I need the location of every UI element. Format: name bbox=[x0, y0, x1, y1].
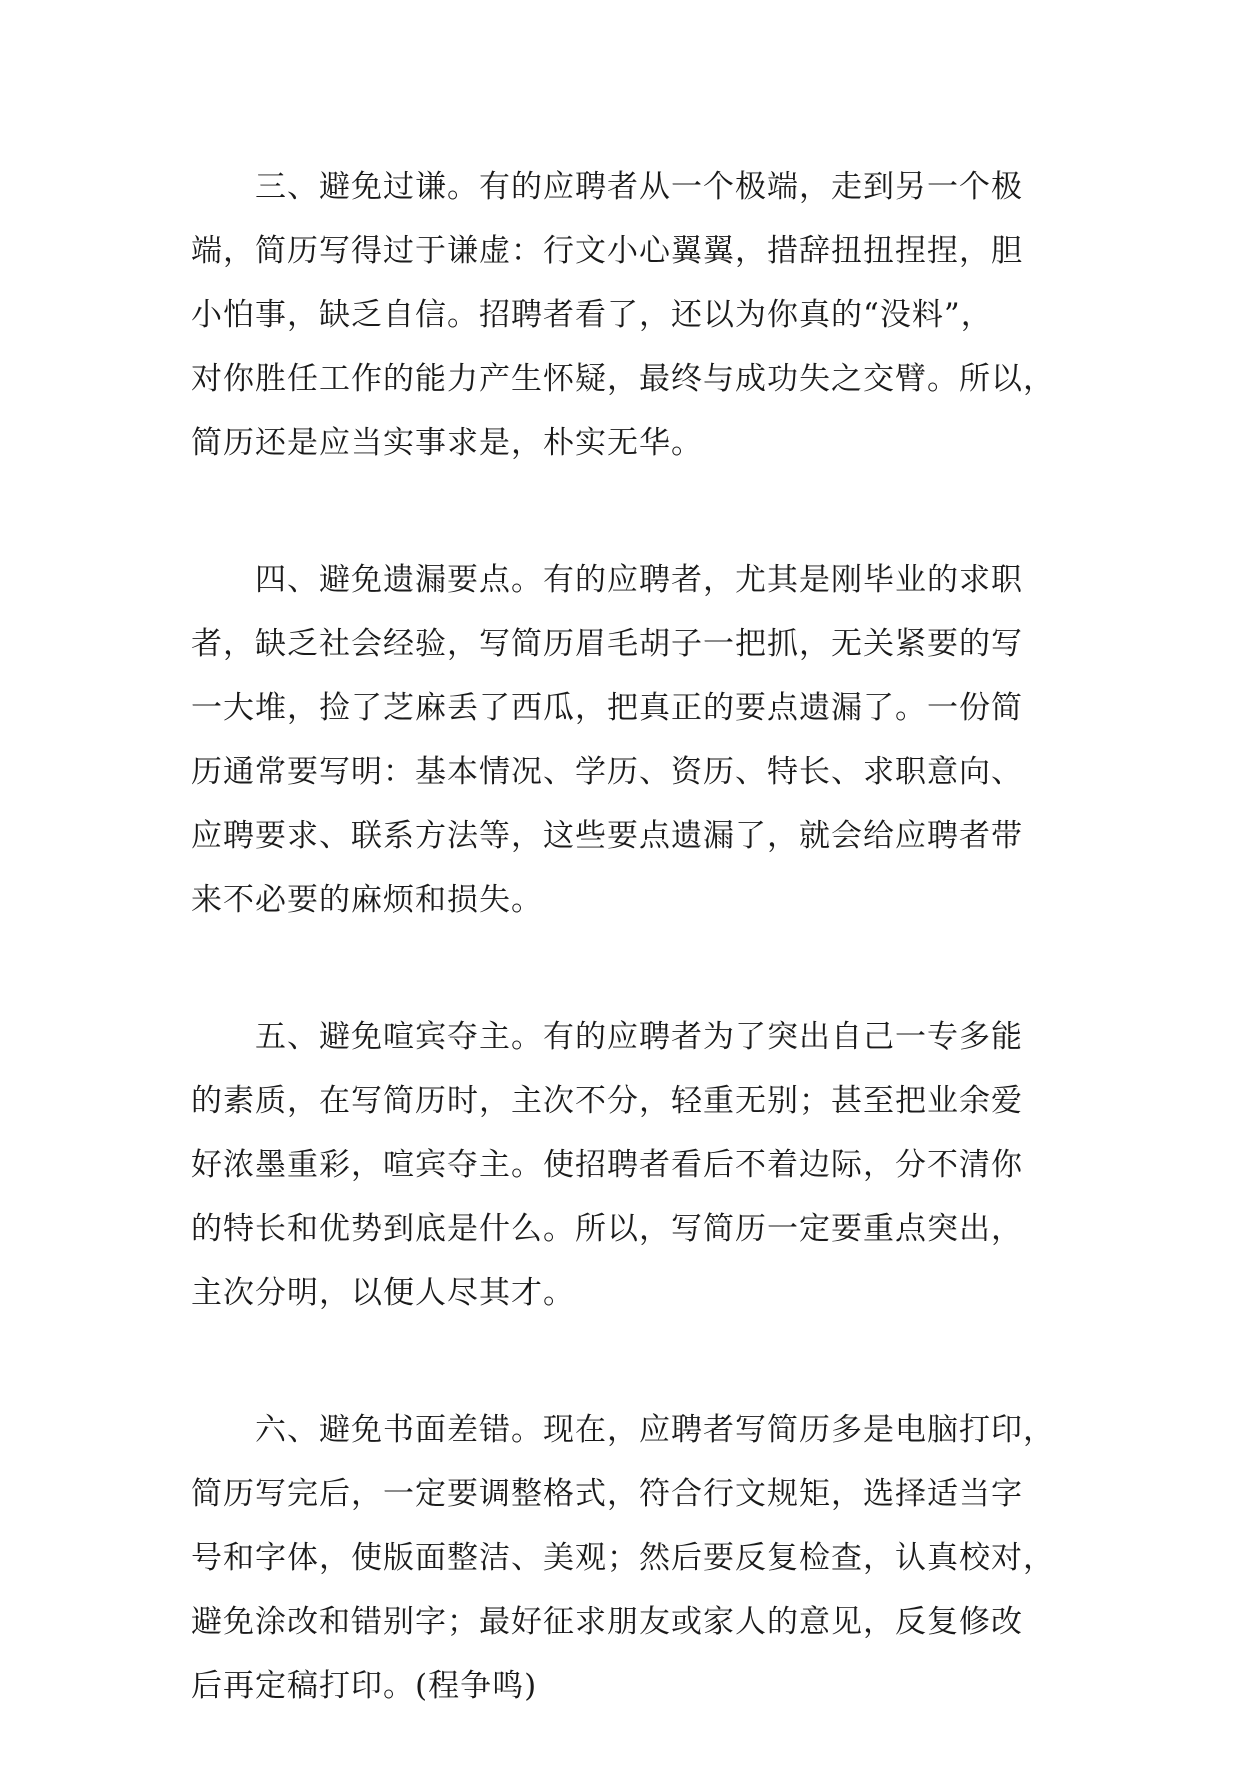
text-line: 应聘要求、联系方法等，这些要点遗漏了，就会给应聘者带 bbox=[191, 818, 1023, 854]
text-line: 三、避免过谦。有的应聘者从一个极端，走到另一个极 bbox=[255, 169, 1023, 205]
paragraph-avoid-overshadowing-main bbox=[191, 1005, 1071, 1325]
text-line: 端，简历写得过于谦虚：行文小心翼翼，措辞扭扭捏捏，胆 bbox=[191, 233, 1023, 269]
paragraph-avoid-written-errors bbox=[191, 1398, 1071, 1718]
text-line: 来不必要的麻烦和损失。 bbox=[191, 882, 543, 918]
text-line: 后再定稿打印。(程争鸣) bbox=[191, 1668, 538, 1704]
paragraph-avoid-missing-key-points bbox=[191, 548, 1071, 932]
text-line: 五、避免喧宾夺主。有的应聘者为了突出自己一专多能 bbox=[255, 1019, 1023, 1055]
text-line: 的特长和优势到底是什么。所以，写简历一定要重点突出， bbox=[191, 1211, 1023, 1247]
text-line: 对你胜任工作的能力产生怀疑，最终与成功失之交臂。所以， bbox=[191, 361, 1055, 397]
text-line: 小怕事，缺乏自信。招聘者看了，还以为你真的“没料”， bbox=[191, 297, 993, 333]
text-line: 好浓墨重彩，喧宾夺主。使招聘者看后不着边际，分不清你 bbox=[191, 1147, 1023, 1183]
text-line: 历通常要写明：基本情况、学历、资历、特长、求职意向、 bbox=[191, 754, 1023, 790]
text-line: 号和字体，使版面整洁、美观；然后要反复检查，认真校对， bbox=[191, 1540, 1055, 1576]
text-line: 简历还是应当实事求是，朴实无华。 bbox=[191, 425, 703, 461]
text-line: 避免涂改和错别字；最好征求朋友或家人的意见，反复修改 bbox=[191, 1604, 1023, 1640]
document-body bbox=[191, 155, 1071, 1791]
text-line: 的素质，在写简历时，主次不分，轻重无别；甚至把业余爱 bbox=[191, 1083, 1023, 1119]
text-line: 简历写完后，一定要调整格式，符合行文规矩，选择适当字 bbox=[191, 1476, 1023, 1512]
paragraph-avoid-excessive-modesty bbox=[191, 155, 1071, 475]
text-line: 四、避免遗漏要点。有的应聘者，尤其是刚毕业的求职 bbox=[255, 562, 1023, 598]
text-line: 者，缺乏社会经验，写简历眉毛胡子一把抓，无关紧要的写 bbox=[191, 626, 1023, 662]
text-line: 主次分明，以便人尽其才。 bbox=[191, 1275, 575, 1311]
text-line: 六、避免书面差错。现在，应聘者写简历多是电脑打印， bbox=[255, 1412, 1055, 1448]
text-line: 一大堆，捡了芝麻丢了西瓜，把真正的要点遗漏了。一份简 bbox=[191, 690, 1023, 726]
